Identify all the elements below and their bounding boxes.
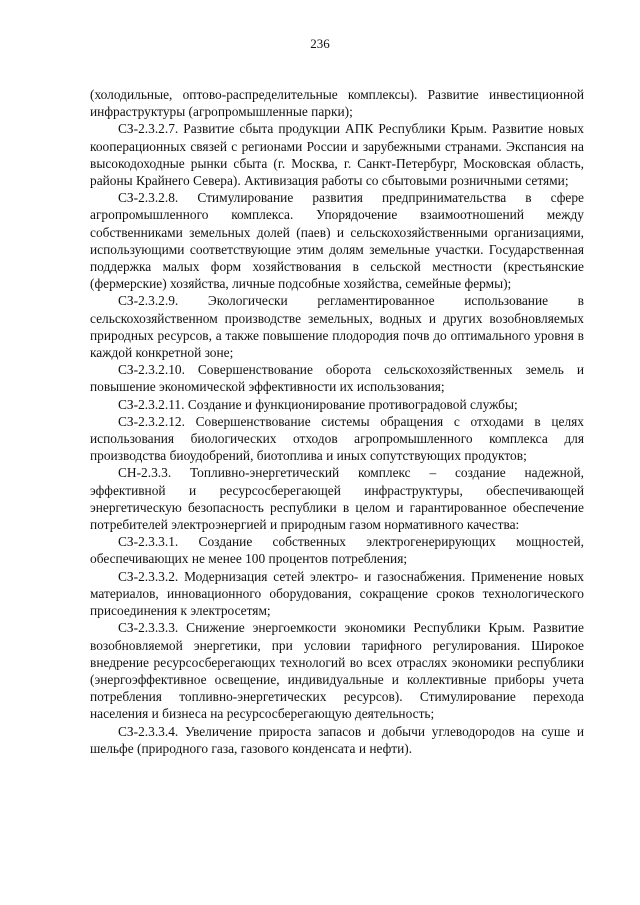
paragraph-sz-2-3-3-4: СЗ-2.3.3.4. Увеличение прироста запасов и добычи углеводородов на суше и шельфе (природного газа, газового конденсата и нефти). <box>90 723 584 756</box>
paragraph-sz-2-3-2-8: СЗ-2.3.2.8. Стимулирование развития предпринимательства в сфере агропромышленного комплекса. Упорядочение взаимоотношений между собственниками земельных долей (паев) и сельскохозяйственными организациями, использующими соответствующие этим долям земельные участки. Государственная поддержка малых форм хозяйствования в сельской местности (крестьянские (фермерские) хозяйства, личные подсобные хозяйства, семейные фермы); <box>90 190 584 292</box>
page-number: 236 <box>310 36 330 51</box>
paragraph-sz-2-3-2-12: СЗ-2.3.2.12. Совершенствование системы обращения с отходами в целях использования биологических отходов агропромышленного комплекса для производства биоудобрений, биотоплива и иных сопутствующих продуктов; <box>90 413 584 464</box>
paragraph-sz-2-3-3-1: СЗ-2.3.3.1. Создание собственных электрогенерирующих мощностей, обеспечивающих не менее 100 процентов потребления; <box>90 534 584 567</box>
paragraph-sn-2-3-3: СН-2.3.3. Топливно-энергетический комплекс – создание надежной, эффективной и ресурсосберегающей инфраструктуры, обеспечивающей энергетическую безопасность республики в целом и гарантированное обеспечение потребителей электроэнергией и природным газом нормативного качества: <box>90 465 584 533</box>
paragraph-sz-2-3-2-10: СЗ-2.3.2.10. Совершенствование оборота сельскохозяйственных земель и повышение экономической эффективности их использования; <box>90 362 584 395</box>
paragraph-sz-2-3-3-3: СЗ-2.3.3.3. Снижение энергоемкости экономики Республики Крым. Развитие возобновляемой энергетики, при условии тарифного регулирования. Широкое внедрение ресурсосберегающих технологий во всех отраслях экономики республики (энергоэффективное освещение, индивидуальные и коллективные приборы учета потребления топливно-энергетических ресурсов). Стимулирование перехода населения и бизнеса на ресурсосберегающую деятельность; <box>90 620 584 722</box>
paragraph-sz-2-3-3-2: СЗ-2.3.3.2. Модернизация сетей электро- и газоснабжения. Применение новых материалов, инновационного оборудования, сокращение сроков технологического присоединения к электросетям; <box>90 568 584 619</box>
document-body <box>90 86 584 757</box>
paragraph-sz-2-3-2-7: СЗ-2.3.2.7. Развитие сбыта продукции АПК Республики Крым. Развитие новых кооперационных связей с регионами России и зарубежными странами. Экспансия на высокодоходные рынки сбыта (г. Москва, г. Санкт-Петербург, Московская область, районы Крайнего Севера). Активизация работы со сбытовыми розничными сетями; <box>90 121 584 189</box>
paragraph-sz-2-3-2-11: СЗ-2.3.2.11. Создание и функционирование противоградовой службы; <box>118 396 518 412</box>
paragraph-continuation: (холодильные, оптово-распределительные комплексы). Развитие инвестиционной инфраструктуры (агропромышленные парки); <box>90 87 584 120</box>
paragraph-sz-2-3-2-9: СЗ-2.3.2.9. Экологически регламентированное использование в сельскохозяйственном производстве земельных, водных и других возобновляемых природных ресурсов, а также повышение плодородия почв до оптимального уровня в каждой конкретной зоне; <box>90 293 584 361</box>
